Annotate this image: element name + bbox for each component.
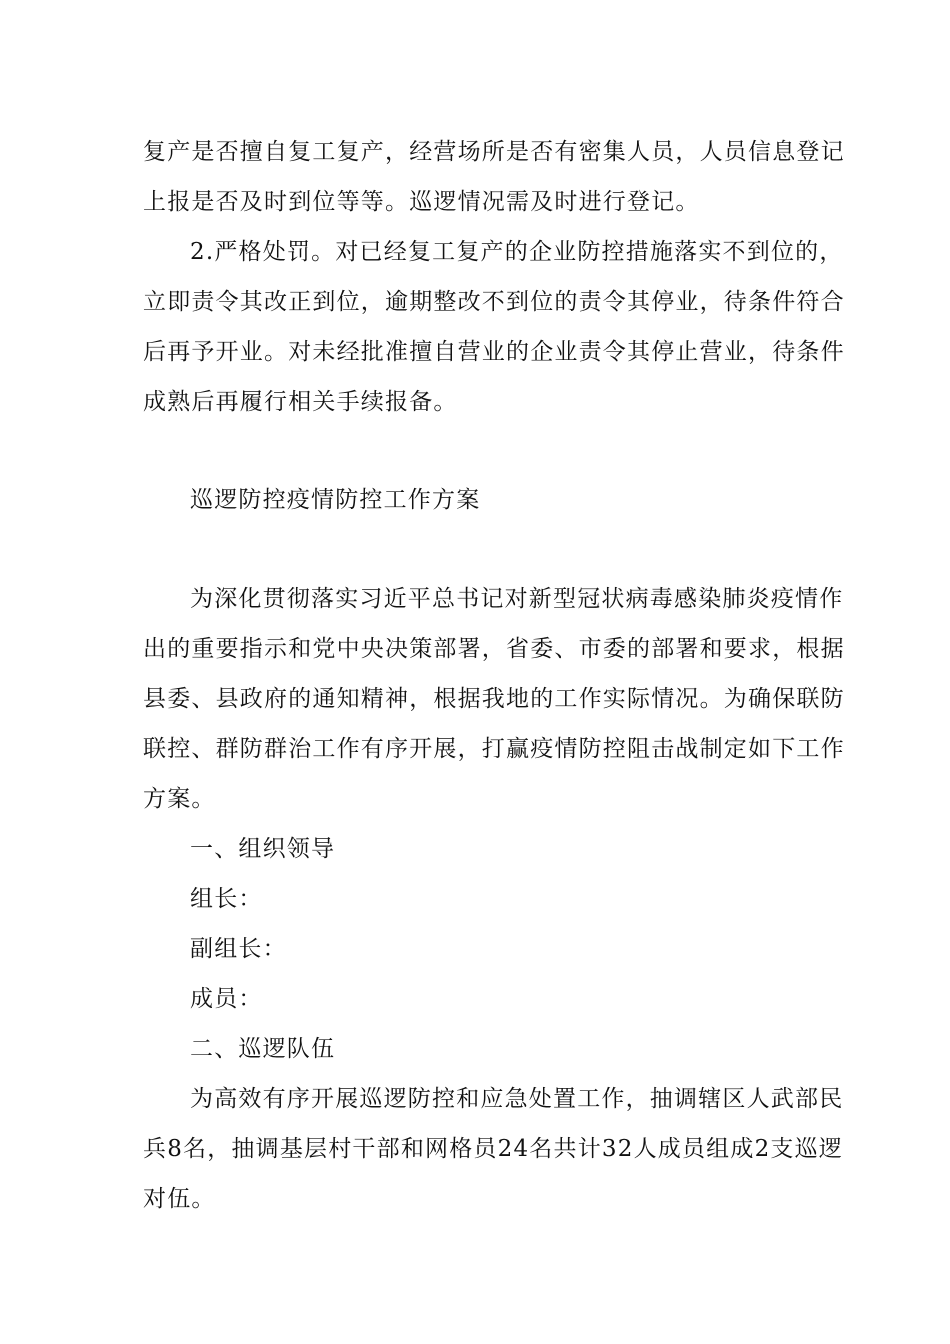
field-label-leader: 组长：: [190, 886, 263, 912]
paragraph-line: 复产是否擅自复工复产，经营场所是否有密集人员，人员信息登记: [143, 139, 845, 165]
section-heading: 二、巡逻队伍: [190, 1036, 336, 1062]
paragraph-line: 后再予开业。对未经批准擅自营业的企业责令其停止营业，待条件: [143, 339, 845, 365]
paragraph-line-numbered: 2.严格处罚。对已经复工复产的企业防控措施落实不到位的，: [190, 239, 844, 265]
paragraph-line: 对伍。: [143, 1186, 216, 1212]
paragraph-line: 联控、群防群治工作有序开展，打赢疫情防控阻击战制定如下工作: [143, 736, 845, 762]
paragraph-line: 为深化贯彻落实习近平总书记对新型冠状病毒感染肺炎疫情作: [190, 586, 844, 612]
paragraph-line: 为高效有序开展巡逻防控和应急处置工作，抽调辖区人武部民: [190, 1086, 844, 1112]
paragraph-line: 成熟后再履行相关手续报备。: [143, 389, 458, 415]
paragraph-line: 立即责令其改正到位，逾期整改不到位的责令其停业，待条件符合: [143, 289, 845, 315]
section-heading: 一、组织领导: [190, 836, 336, 862]
paragraph-line: 出的重要指示和党中央决策部署，省委、市委的部署和要求，根据: [143, 636, 845, 662]
field-label-members: 成员：: [190, 986, 263, 1012]
field-label-deputy: 副组长：: [190, 936, 287, 962]
document-title: 巡逻防控疫情防控工作方案: [190, 487, 481, 513]
paragraph-line: 方案。: [143, 786, 216, 812]
paragraph-line: 县委、县政府的通知精神，根据我地的工作实际情况。为确保联防: [143, 686, 845, 712]
paragraph-line: 上报是否及时到位等等。巡逻情况需及时进行登记。: [143, 189, 700, 215]
paragraph-line: 兵8名，抽调基层村干部和网格员24名共计32人成员组成2支巡逻: [143, 1136, 843, 1162]
